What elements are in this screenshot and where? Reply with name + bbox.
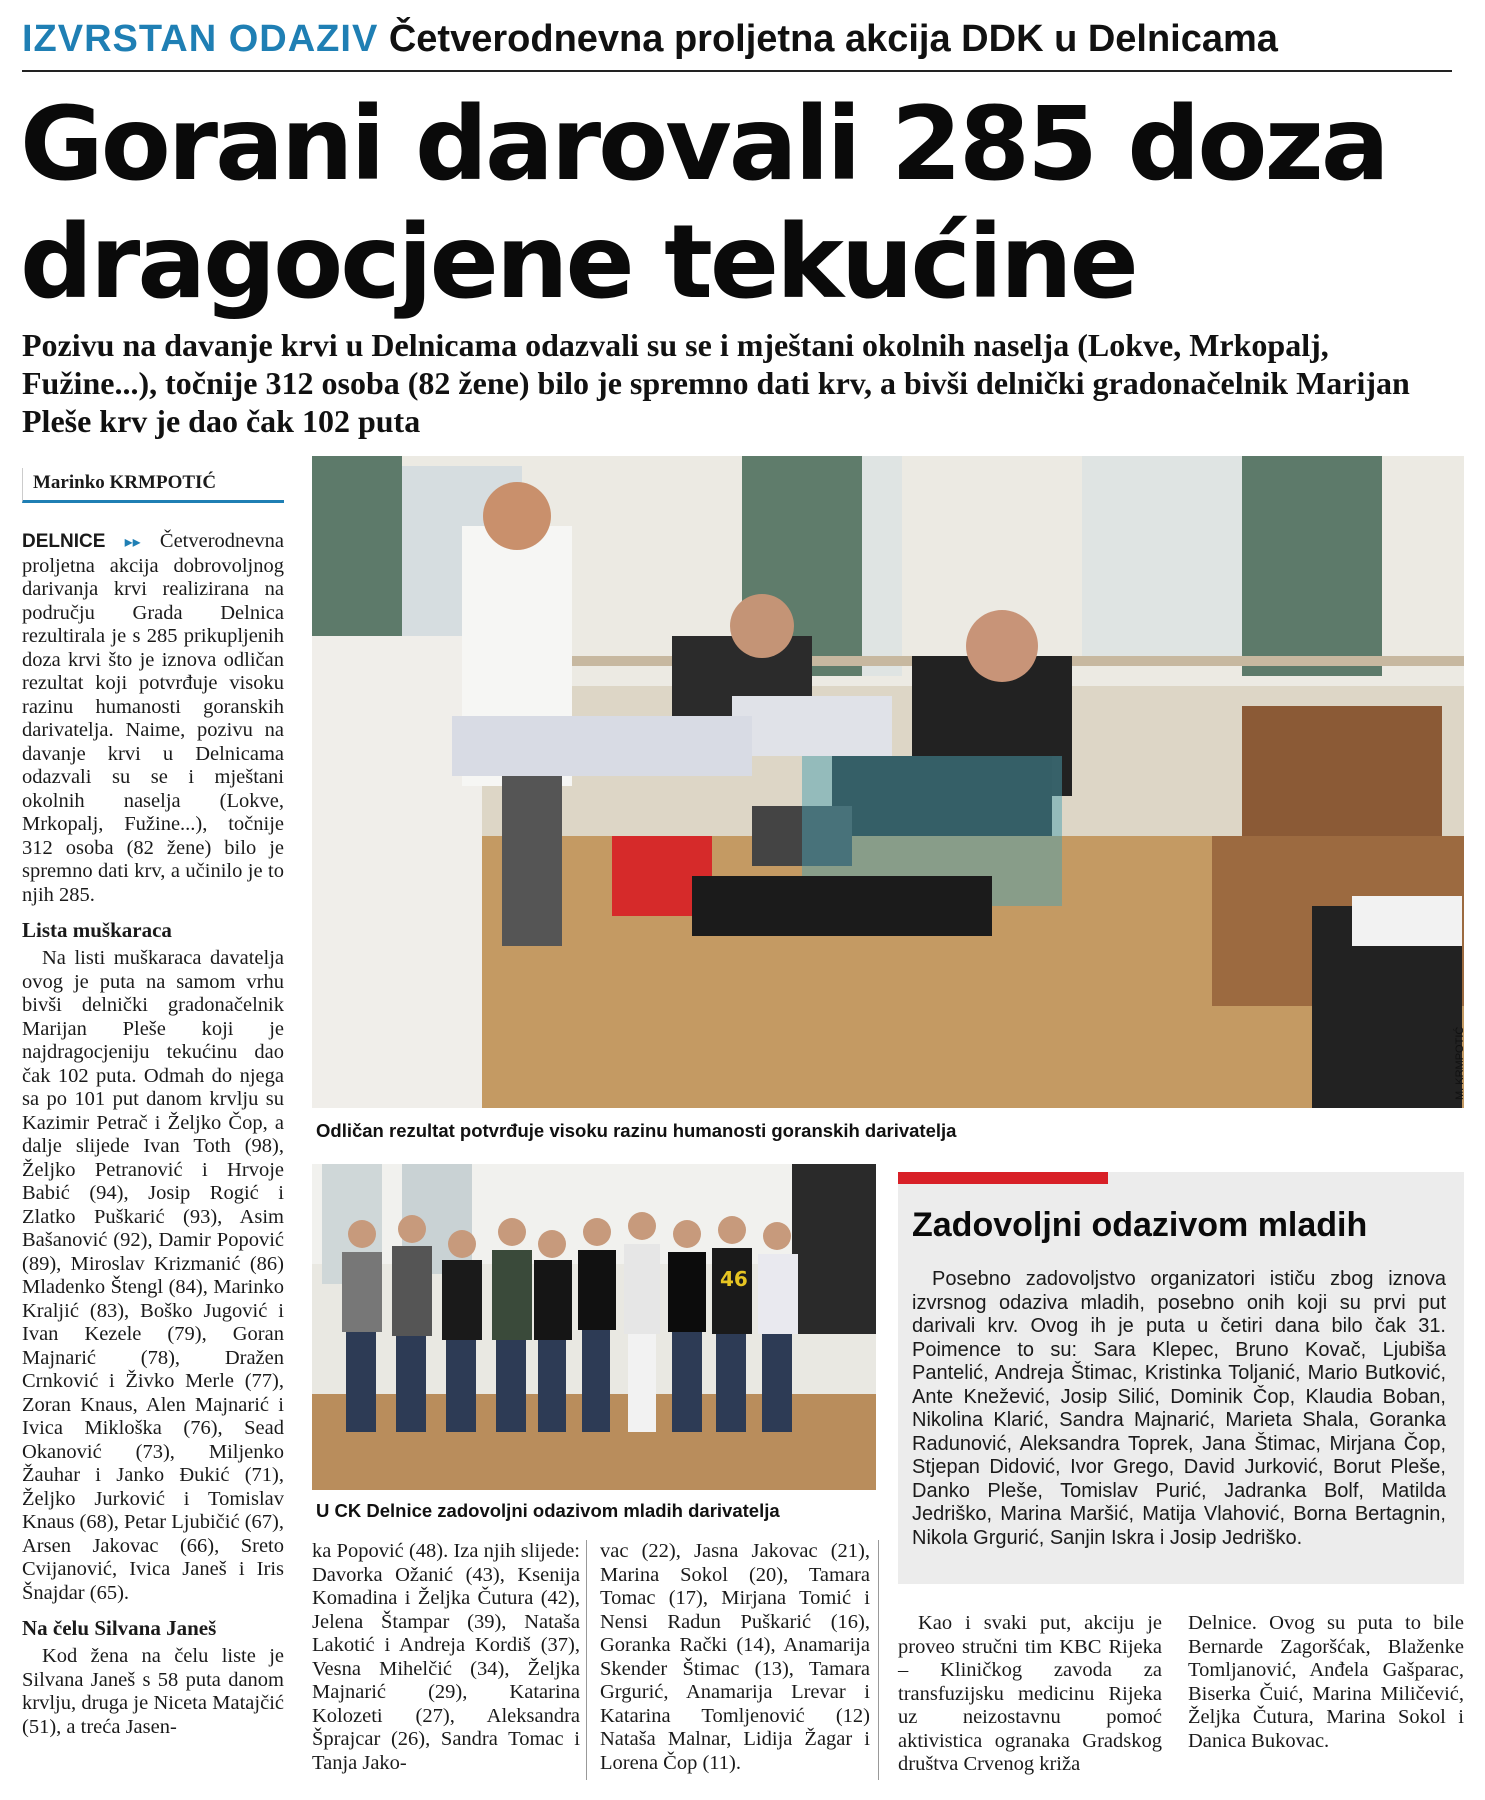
paragraph-6: Kao i svaki put, akciju je proveo stručni tim KBC Rijeka – Kliničkog zavoda za transfuzijsku medicinu Rijeka uz neizostavnu pomoć aktivistica ogranaka Gradskog društva Crvenog križa [898, 1612, 1162, 1775]
byline: Marinko KRMPOTIĆ [22, 468, 284, 503]
paragraph-7: Delnice. Ovog su puta to bile Bernarde Zagoršćak, Blaženke Tomljanović, Anđela Gašparac, Biserka Čuić, Marina Miličević, Željka Čutura, Marina Sokol i Danica Bukovac. [1188, 1612, 1464, 1752]
headline-line-1: Gorani darovali 285 doza [20, 85, 1387, 204]
main-photo-illustration [312, 456, 1464, 1108]
subhead-men-list: Lista muškaraca [22, 918, 172, 942]
sidebar-title: Zadovoljni odazivom mladih [912, 1206, 1368, 1244]
paragraph-1 [22, 530, 284, 907]
paragraph-2: Na listi muškaraca davatelja ovog je puta na samom vrhu bivši delnički gradonačelnik Marijan Pleše koji je najdragocjeniju tekućinu dao čak 102 puta. Odmah do njega sa po 101 put danom krvlju su Kazimir Petrač i Željko Čop, a dalje slijede Ivan Toth (98), Željko Petranović i Hrvoje Babić (94), Josip Rogić i Zlatko Puškarić (93), Asim Bašanović (92), Damir Popović (89), Miroslav Krizmanić (86) Mladenko Štengl (84), Marinko Kraljić (83), Boško Jugović i Ivan Kezele (79), Goran Majnarić (78), Dražen Crnković i Živko Merle (77), Zoran Knaus, Alen Majnarić i Ivica Mikloška (76), Sead Okanović (73), Miljenko Žauhar i Janko Đukić (71), Željko Jurković i Tomislav Knaus (68), Petar Ljubičić (67), Arsen Jakovac (66), Sreto Cvijanović, Ivica Janeš i Iris Šnajdar (65). [22, 947, 284, 1604]
kicker [22, 14, 1452, 72]
photo-credit: M. KRMPOTIĆ [1454, 1026, 1466, 1100]
column-divider [586, 1540, 587, 1780]
dateline: DELNICE [22, 531, 106, 552]
paragraph-1-text: Četverodnevna proljetna akcija dobrovoljnog darivanja krvi realizirana na području Grada Delnica rezultirala je s 285 prikupljenih doza krvi što je iznova odličan rezultat koji potvrđuje visoku razinu humanosti goranskih darivatelja. Naime, pozivu na davanje krvi u Delnicama odazvali su se i mještani okolnih naselja (Lokve, Mrkopalj, Fužine...), točnije 312 osoba (82 žene) bilo je spremno dati krv, a učinilo je to njih 285. [22, 530, 284, 906]
sidebar-box [898, 1172, 1464, 1584]
sidebar-text [912, 1268, 1446, 1550]
kicker-label: IZVRSTAN ODAZIV [22, 18, 379, 60]
column-4 [898, 1612, 1162, 1777]
headline-line-2: dragocjene tekućine [20, 203, 1136, 322]
column-2 [312, 1540, 580, 1775]
double-chevron-icon: ▸▸ [124, 534, 141, 551]
headline [20, 86, 1460, 322]
lead-paragraph: Pozivu na davanje krvi u Delnicama odazvali su se i mještani okolnih naselja (Lokve, Mrkopalj, Fužine...), točnije 312 osoba (82 žene) bilo je spremno dati krv, a bivši delnički gradonačelnik Marijan Pleše krv je dao čak 102 puta [22, 327, 1410, 439]
column-5 [1188, 1612, 1464, 1753]
main-photo [312, 456, 1464, 1108]
column-1 [22, 530, 284, 1739]
group-photo-illustration [312, 1164, 876, 1490]
kicker-subtitle: Četverodnevna proljetna akcija DDK u Delnicama [388, 18, 1278, 60]
column-3 [600, 1540, 870, 1775]
paragraph-3: Kod žena na čelu liste je Silvana Janeš s 58 puta danom krvlju, druga je Niceta Matajčić (51), a treća Jasen- [22, 1645, 284, 1738]
paragraph-4: ka Popović (48). Iza njih slijede: Davorka Ožanić (43), Ksenija Komadina i Željka Čutura (42), Jelena Štampar (39), Nataša Lakotić i Andreja Kordiš (37), Vesna Mihelčić (34), Željka Majnarić (29), Katarina Kolozeti (27), Aleksandra Šprajcar (26), Sandra Tomac i Tanja Jako- [312, 1540, 580, 1774]
group-photo-caption: U CK Delnice zadovoljni odazivom mladih darivatelja [316, 1500, 780, 1521]
subhead-women-list: Na čelu Silvana Janeš [22, 1616, 217, 1640]
jersey-number: 46 [720, 1267, 748, 1291]
sidebar-paragraph: Posebno zadovoljstvo organizatori ističu zbog iznova izvrsnog odaziva mladih, posebno onih koji su prvi put darivali krv. Ovog ih je puta u četiri dana bilo čak 31. Poimence to su: Sara Klepec, Bruno Kovač, Ljubiša Pantelić, Andreja Štimac, Kristinka Toljanić, Mario Butković, Ante Knežević, Josip Silić, Dominik Čop, Klaudia Boban, Nikolina Klarić, Sandra Majnarić, Marieta Shala, Goranka Radunović, Aleksandra Toprek, Jana Štimac, Mirjana Čop, Stjepan Didović, Ivor Grego, David Jurković, Borut Pleše, Danko Pleše, Tomislav Purić, Jadranka Bolf, Matilda Jedriško, Marina Maršić, Matija Vlahović, Borna Bertagnin, Nikola Grgurić, Sanjin Iskra i Josip Jedriško. [912, 1268, 1446, 1549]
paragraph-5: vac (22), Jasna Jakovac (21), Marina Sokol (20), Tamara Tomac (17), Mirjana Tomić i Nensi Radun Puškarić (16), Goranka Rački (14), Anamarija Skender Štimac (13), Tamara Grgurić, Anamarija Lrevar i Katarina Tomljenović (12) Nataša Malnar, Lidija Žagar i Lorena Čop (11). [600, 1540, 870, 1774]
column-divider [878, 1540, 879, 1780]
main-photo-caption: Odličan rezultat potvrđuje visoku razinu humanosti goranskih darivatelja [316, 1120, 957, 1141]
group-photo [312, 1164, 876, 1490]
